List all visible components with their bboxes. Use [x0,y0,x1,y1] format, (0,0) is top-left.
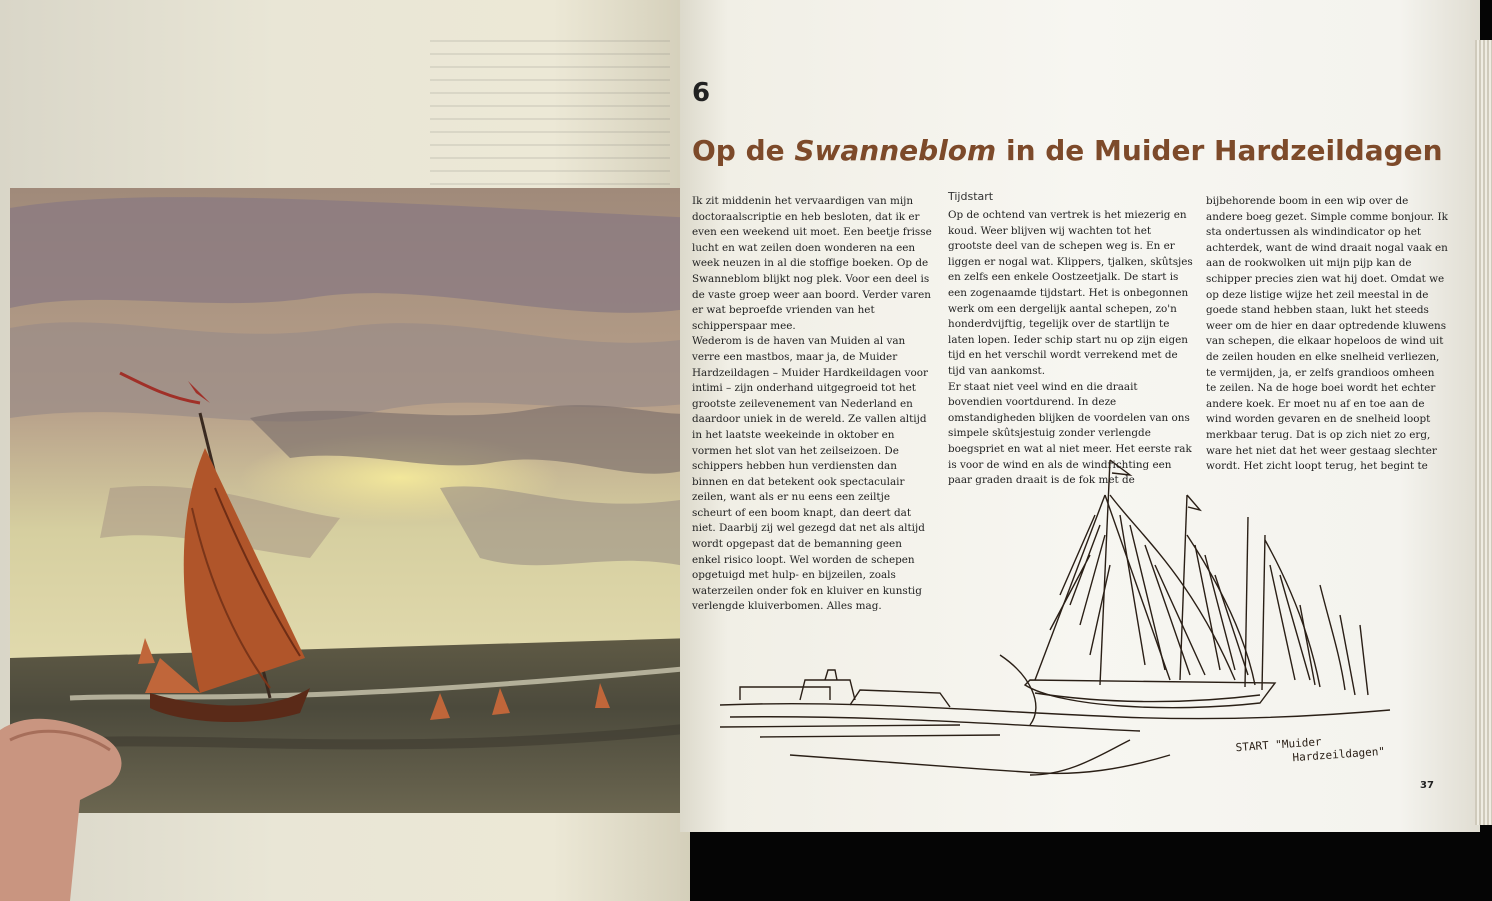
title-part-2: in de Muider Hardzeildagen [996,134,1443,167]
paragraph: bijbehorende boom in een wip over de andere boeg gezet. Simple comme bonjour. Ik sta ondertussen als windindicator op het achterdek, want de wind draait nogal vaak en aan de rookwolken uit mijn pijp kan de schipper precies zien wat hij doet. Omdat we op deze listige wijze het zeil meestal in de goede stand hebben staan, lukt het steeds weer om de hier en daar optredende kluwens van schepen, die elkaar hopeloos de wind uit de zeilen houden en elke snelheid verliezen, te vermijden, ja, er zelfs grandioos omheen te zeilen. Na de hoge boei wordt het echter andere koek. Er moet nu af en toe aan de wind worden gevaren en de snelheid loopt merkbaar terug. Dat is op zich niet zo erg, ware het niet dat het weer gestaag slechter wordt. Het zicht loopt terug, het begint te [1206,195,1448,473]
hand-holding-page [0,700,135,901]
paragraph: Op de ochtend van vertrek is het miezerig en koud. Weer blijven wij wachten tot het grootste deel van de schepen weg is. En er liggen er nogal wat. Klippers, tjalken, skûtsjes en zelfs een enkele Oostzeetjalk. De start is een zogenaamde tijdstart. Het is onbegonnen werk om een dergelijk aantal schepen, zo'n honderdvijftig, tegelijk over de startlijn te laten lopen. Ieder schip start nu op zijn eigen tijd en het verschil wordt verrekend met de tijd van aankomst. [948,209,1193,377]
page-number: 37 [1420,780,1434,791]
chapter-number: 6 [692,78,711,108]
section-heading: Tijdstart [948,190,994,203]
text-column-2 [948,208,1193,489]
text-column-3 [1206,194,1448,475]
paragraph: Ik zit middenin het vervaardigen van mijn doctoraalscriptie en heb besloten, dat ik er even een weekend uit moet. Een beetje frisse lucht en wat zeilen doen wonderen na een week neuzen in al die stoffige boeken. Op de Swanneblom blijkt nog plek. Voor een deel is de vaste groep weer aan boord. Verder varen er wat beproefde vrienden van het schipperspaar mee. [692,195,932,332]
chapter-title [692,134,1443,167]
paragraph: Er staat niet veel wind en die draait bovendien voortdurend. In deze omstandigheden blijken de voordelen van ons simpele skûtsjestuig zonder verlengde boegspriet en wat al niet meer. Het eerste rak is voor de wind en als de windrichting een paar graden draait is de fok met de [948,380,1192,487]
page-edges [1475,40,1492,825]
title-part-1: Op de [692,134,795,167]
caption-line-1: START "Muider [1235,735,1322,755]
paragraph: Wederom is de haven van Muiden al van verre een mastbos, maar ja, de Muider Hardzeildagen – Muider Hardkeildagen voor intimi – zijn onderhand uitgegroeid tot het grootste zeilevenement van Nederland en daardoor uniek in de wereld. Ze vallen altijd in het laatste weekeinde in oktober en vormen het slot van het zeilseizoen. De schippers hebben hun verdiensten dan binnen en dat betekent ook spectaculair zeilen, want als er nu eens een zeiltje scheurt of een boom knapt, dan deert dat niet. Daarbij zij wel gezegd dat net als altijd wordt opgepast dat de bemanning geen enkel risico loopt. Wel worden de schepen opgetuigd met hulp- en bijzeilen, zoals waterzeilen onder fok en kluiver en kunstig verlengde kluiverbomen. Alles mag. [692,335,928,613]
caption-line-2: Hardzeildagen" [1292,744,1386,765]
show-through-text [430,40,670,190]
title-ship-name: Swanneblom [794,134,997,167]
